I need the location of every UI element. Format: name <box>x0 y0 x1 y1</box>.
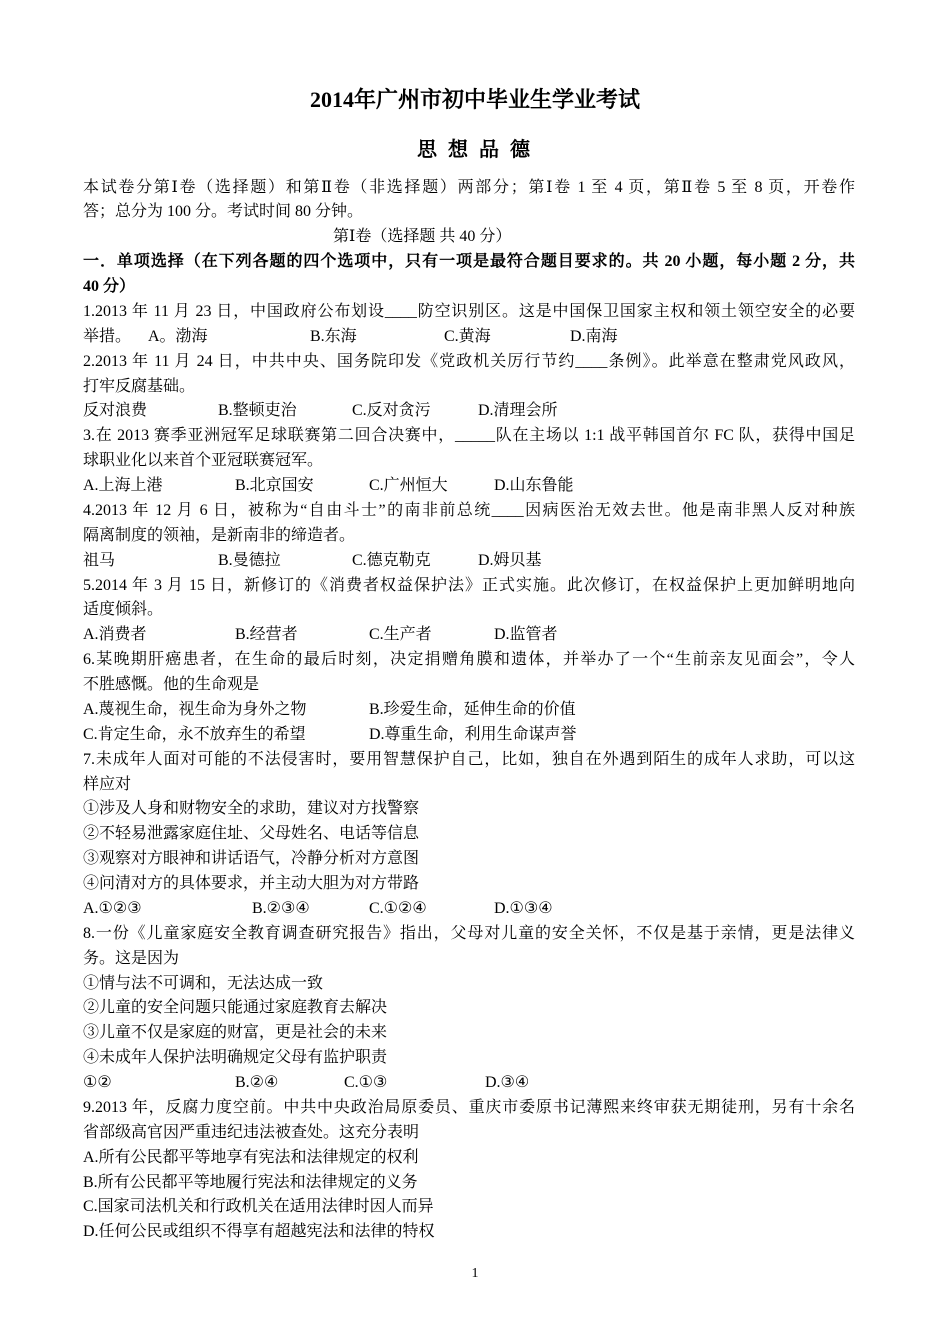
option-d: D.山东鲁能 <box>494 477 574 494</box>
option-c: C.反对贪污 <box>352 402 431 420</box>
option-b: B.珍爱生命，延伸生命的价值 <box>369 700 576 718</box>
statement-3: ③观察对方眼神和讲话语气，冷静分析对方意图 <box>83 850 420 868</box>
question-stem: 务。这是因为 <box>83 949 180 967</box>
part-title: 第Ⅰ卷（选择题 共 40 分） <box>333 228 512 246</box>
question-stem: 不胜感慨。他的生命观是 <box>83 676 260 693</box>
option-d: D.尊重生命，利用生命谋声誉 <box>369 725 577 743</box>
option-c: C.①③ <box>344 1074 388 1091</box>
option-d: D.任何公民或组织不得享有超越宪法和法律的特权 <box>83 1223 435 1241</box>
question-8 <box>83 922 855 1096</box>
question-stem: 5.2014 年 3 月 15 日，新修订的《消费者权益保护法》正式实施。此次修订，在权益保护上更加鲜明地向 <box>83 576 855 594</box>
question-options-row <box>83 623 855 648</box>
question-stem: 打牢反腐基础。 <box>83 377 196 395</box>
question-stem: 举措。 <box>83 327 132 345</box>
question-stem: 样应对 <box>83 775 132 793</box>
statement-1: ①涉及人身和财物安全的求助，建议对方找警察 <box>83 800 420 818</box>
statement-3: ③儿童不仅是家庭的财富，更是社会的未来 <box>83 1024 388 1042</box>
intro-line: 本试卷分第Ⅰ卷（选择题）和第Ⅱ卷（非选择题）两部分；第Ⅰ卷 1 至 4 页，第Ⅱ卷 5 至 8 页，开卷作 <box>83 178 855 196</box>
option-b: B.整顿吏治 <box>218 402 297 420</box>
exam-body <box>83 176 855 1246</box>
question-options-row <box>83 474 855 499</box>
option-d: D.监管者 <box>494 626 558 644</box>
option-a: A.①②③ <box>83 899 142 917</box>
option-a: ①② <box>83 1074 112 1091</box>
question-stem: 3.在 2013 赛季亚洲冠军足球联赛第二回合决赛中，_____队在主场以 1:1 战平韩国首尔 FC 队，获得中国足 <box>83 427 855 445</box>
option-b: B.②③④ <box>252 899 310 917</box>
section-instruction: 40 分） <box>83 278 136 295</box>
question-6 <box>83 648 855 748</box>
question-3 <box>83 424 855 499</box>
statement-2: ②不轻易泄露家庭住址、父母姓名、电话等信息 <box>83 825 420 843</box>
option-b: B.曼德拉 <box>218 551 281 569</box>
option-c: C.德克勒克 <box>352 551 431 569</box>
question-options-row <box>83 549 855 574</box>
subject-title: 思 想 品 德 <box>417 139 533 161</box>
question-stem: 4.2013 年 12 月 6 日，被称为“自由斗士”的南非前总统____因病医治无效去世。他是南非黑人反对种族 <box>83 501 855 519</box>
option-a: A.上海上港 <box>83 477 163 494</box>
question-stem: 省部级高官因严重违纪违法被查处。这充分表明 <box>83 1123 420 1141</box>
question-4 <box>83 499 855 574</box>
question-stem: 隔离制度的领袖，是新南非的缔造者。 <box>83 526 356 544</box>
question-stem: 球职业化以来首个亚冠联赛冠军。 <box>83 452 324 470</box>
option-c: C.肯定生命，永不放弃生的希望 <box>83 725 306 743</box>
option-a: A.消费者 <box>83 626 147 644</box>
option-b: B.经营者 <box>235 626 298 644</box>
option-a: 反对浪费 <box>83 402 148 420</box>
question-stem: 6.某晚期肝癌患者，在生命的最后时刻，决定捐赠角膜和遗体，并举办了一个“生前亲友见面会”，令人 <box>83 651 855 669</box>
question-options-row <box>83 897 855 922</box>
option-c: C.黄海 <box>444 327 491 345</box>
option-a: A.蔑视生命，视生命为身外之物 <box>83 700 307 718</box>
question-7 <box>83 748 855 922</box>
question-stem: 1.2013 年 11 月 23 日，中国政府公布划设____防空识别区。这是中国保卫国家主权和领土领空安全的必要 <box>83 302 855 320</box>
option-d: D.③④ <box>485 1074 530 1091</box>
option-c: C.广州恒大 <box>369 477 448 494</box>
question-2 <box>83 350 855 425</box>
question-5 <box>83 574 855 649</box>
intro-line: 答；总分为 100 分。考试时间 80 分钟。 <box>83 203 364 221</box>
page-number: 1 <box>471 1266 479 1281</box>
statement-4: ④未成年人保护法明确规定父母有监护职责 <box>83 1049 388 1067</box>
statement-4: ④问清对方的具体要求，并主动大胆为对方带路 <box>83 875 420 892</box>
question-options-row <box>83 399 855 424</box>
exam-title: 2014年广州市初中毕业生学业考试 <box>309 87 640 112</box>
option-a: 祖马 <box>83 551 116 569</box>
question-stem: 适度倾斜。 <box>83 601 164 619</box>
option-d: D.清理会所 <box>478 402 558 420</box>
option-c: C.国家司法机关和行政机关在适用法律时因人而异 <box>83 1198 434 1216</box>
option-a: A。渤海 <box>148 327 208 345</box>
question-stem: 9.2013 年，反腐力度空前。中共中央政治局原委员、重庆市委原书记薄熙来终审获无期徒刑，另有十余名 <box>83 1098 855 1116</box>
option-d: D.姆贝基 <box>478 551 542 569</box>
option-b: B.北京国安 <box>235 477 314 494</box>
option-b: B.东海 <box>310 327 357 345</box>
statement-1: ①情与法不可调和，无法达成一致 <box>83 974 324 992</box>
option-b: B.所有公民都平等地履行宪法和法律规定的义务 <box>83 1173 418 1191</box>
question-options-row <box>83 1071 855 1096</box>
question-options-row <box>83 723 855 748</box>
question-options-row <box>83 325 855 350</box>
option-c: C.生产者 <box>369 626 432 644</box>
section-instruction: 一．单项选择（在下列各题的四个选项中，只有一项是最符合题目要求的。共 20 小题，每小题 2 分，共 <box>83 253 855 271</box>
question-9 <box>83 1096 855 1245</box>
option-c: C.①②④ <box>369 899 427 917</box>
question-1 <box>83 300 855 350</box>
question-options-row <box>83 698 855 723</box>
option-d: D.①③④ <box>494 899 553 917</box>
statement-2: ②儿童的安全问题只能通过家庭教育去解决 <box>83 999 388 1017</box>
question-stem: 2.2013 年 11 月 24 日，中共中央、国务院印发《党政机关厉行节约____条例》。此举意在整肃党风政风， <box>83 352 855 370</box>
question-stem: 7.未成年人面对可能的不法侵害时，要用智慧保护自己，比如，独自在外遇到陌生的成年人求助，可以这 <box>83 750 855 768</box>
option-a: A.所有公民都平等地享有宪法和法律规定的权利 <box>83 1148 419 1166</box>
option-b: B.②④ <box>235 1074 279 1091</box>
option-d: D.南海 <box>570 327 618 345</box>
question-stem: 8.一份《儿童家庭安全教育调查研究报告》指出，父母对儿童的安全关怀，不仅是基于亲情，更是法律义 <box>83 924 855 942</box>
